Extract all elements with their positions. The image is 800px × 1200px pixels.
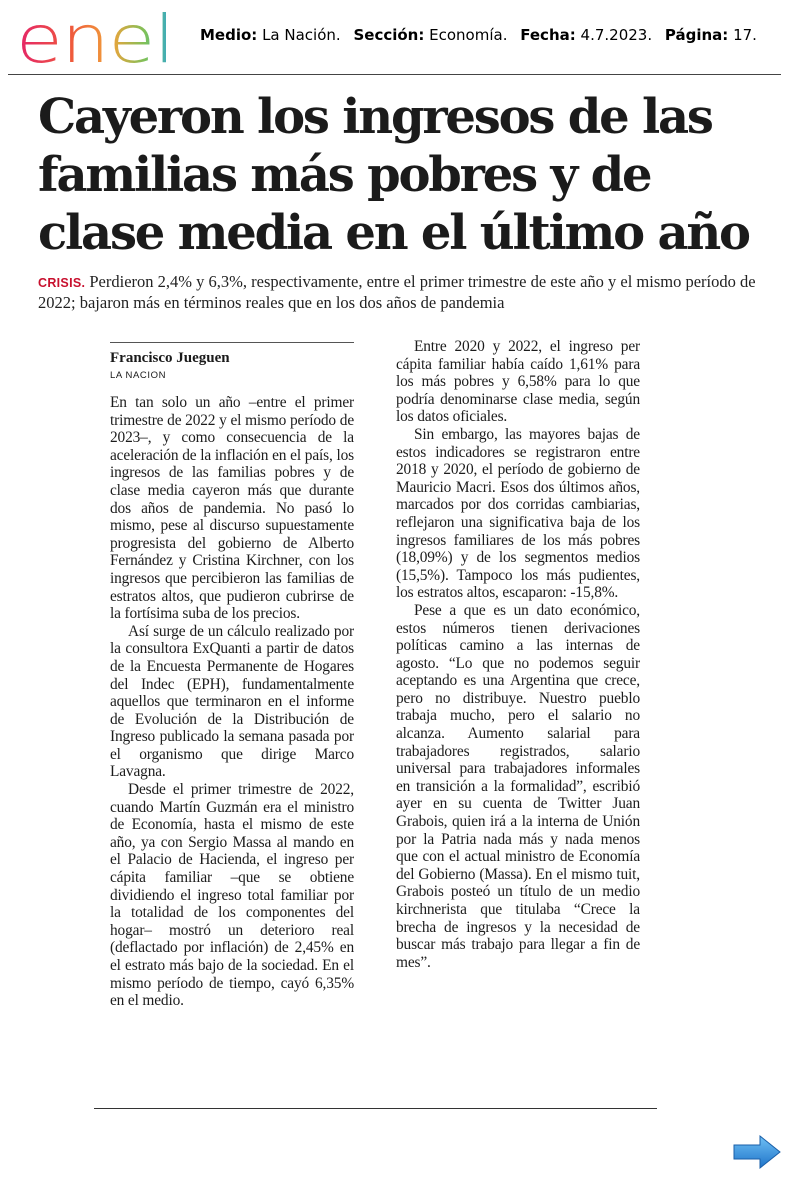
article-column-1	[110, 394, 354, 1010]
article-subhead	[38, 272, 783, 313]
article-column-2	[396, 338, 640, 971]
medio-value: La Nación.	[262, 26, 341, 44]
subhead-text: Perdieron 2,4% y 6,3%, respectivamente, entre el primer trimestre de este año y el mismo período de 2022; bajaron más en términos reales que en los dos años de pandemia	[38, 272, 756, 312]
paragraph: En tan solo un año –entre el primer trimestre de 2022 y el mismo período de 2023–, y como consecuencia de la aceleración de la inflación en el país, los ingresos de las familias pobres y de clase media cayeron más que durante dos años de pandemia. No pasó lo mismo, pese al discurso supuestamente progresista del gobierno de Alberto Fernández y Cristina Kirchner, con los ingresos que percibieron las familias de estratos altos, que pudieron cubrirse de la fortísima suba de los precios.	[110, 394, 354, 623]
enel-logo-icon	[14, 6, 184, 70]
arrow-right-icon[interactable]	[732, 1134, 782, 1170]
article-metadata	[200, 26, 757, 44]
pagina-label: Página:	[664, 26, 729, 44]
header-divider	[8, 74, 781, 75]
footer-divider	[94, 1108, 657, 1109]
pagina-value: 17.	[733, 26, 757, 44]
paragraph: Así surge de un cálculo realizado por la consultora ExQuanti a partir de datos de la Encuesta Permanente de Hogares del Indec (EPH), fundamentalmente aquellos que terminaron en el informe de Evolución de la Distribución de Ingreso publicado la semana pasada por el organismo que dirige Marco Lavagna.	[110, 622, 354, 781]
paragraph: Pese a que es un dato económico, estos números tienen derivaciones políticas camino a las internas de agosto. “Lo que no podemos seguir aceptando es una Argentina que crece, pero no distribuye. Nuestro pueblo trabaja mucho, pero el salario no alcanza. Aumento salarial para trabajadores registrados, salario universal para trabajadores informales en transición a la formalidad”, escribió ayer en su cuenta de Twitter Juan Grabois, quien irá a la interna de Unión por la Patria nada más y nada menos que con el actual ministro de Economía del Gobierno (Massa). En el mismo tuit, Grabois posteó un título de un medio kirchnerista que titulaba “Crece la brecha de ingresos y la necesidad de buscar más trabajo para llegar a fin de mes”.	[396, 601, 640, 971]
paragraph: Desde el primer trimestre de 2022, cuando Martín Guzmán era el ministro de Economía, hasta el mismo de este año, ya con Sergio Massa al mando en el Palacio de Hacienda, el ingreso per cápita familiar –que se obtiene dividiendo el ingreso total familiar por la totalidad de los componentes del hogar– mostró un deterioro real (deflactado por inflación) de 2,45% en el estrato más bajo de la sociedad. En el mismo período de tiempo, cayó 6,35% en el medio.	[110, 781, 354, 1010]
logo-text: enel	[16, 6, 174, 70]
medio-label: Medio:	[200, 26, 258, 44]
byline-divider	[110, 342, 354, 343]
author-outlet: LA NACION	[110, 370, 167, 381]
seccion-label: Sección:	[353, 26, 425, 44]
paragraph: Sin embargo, las mayores bajas de estos indicadores se registraron entre 2018 y 2020, el período de gobierno de Mauricio Macri. Esos dos últimos años, marcados por dos corridas cambiarias, reflejaron una significativa baja de los ingresos familiares de los más pobres (18,09%) y de los segmentos medios (15,5%). Tampoco los más pudientes, los estratos altos, escaparon: -15,8%.	[396, 425, 640, 602]
paragraph: Entre 2020 y 2022, el ingreso per cápita familiar había caído 1,61% para los más pobres y 6,58% para lo que podría denominarse clase media, según los datos oficiales.	[396, 338, 640, 426]
article-headline: Cayeron los ingresos de las familias más pobres y de clase media en el último año	[38, 89, 749, 261]
fecha-value: 4.7.2023.	[580, 26, 653, 44]
section-kicker: CRISIS.	[38, 276, 86, 290]
fecha-label: Fecha:	[520, 26, 576, 44]
seccion-value: Economía.	[429, 26, 508, 44]
author-name: Francisco Jueguen	[110, 350, 230, 366]
